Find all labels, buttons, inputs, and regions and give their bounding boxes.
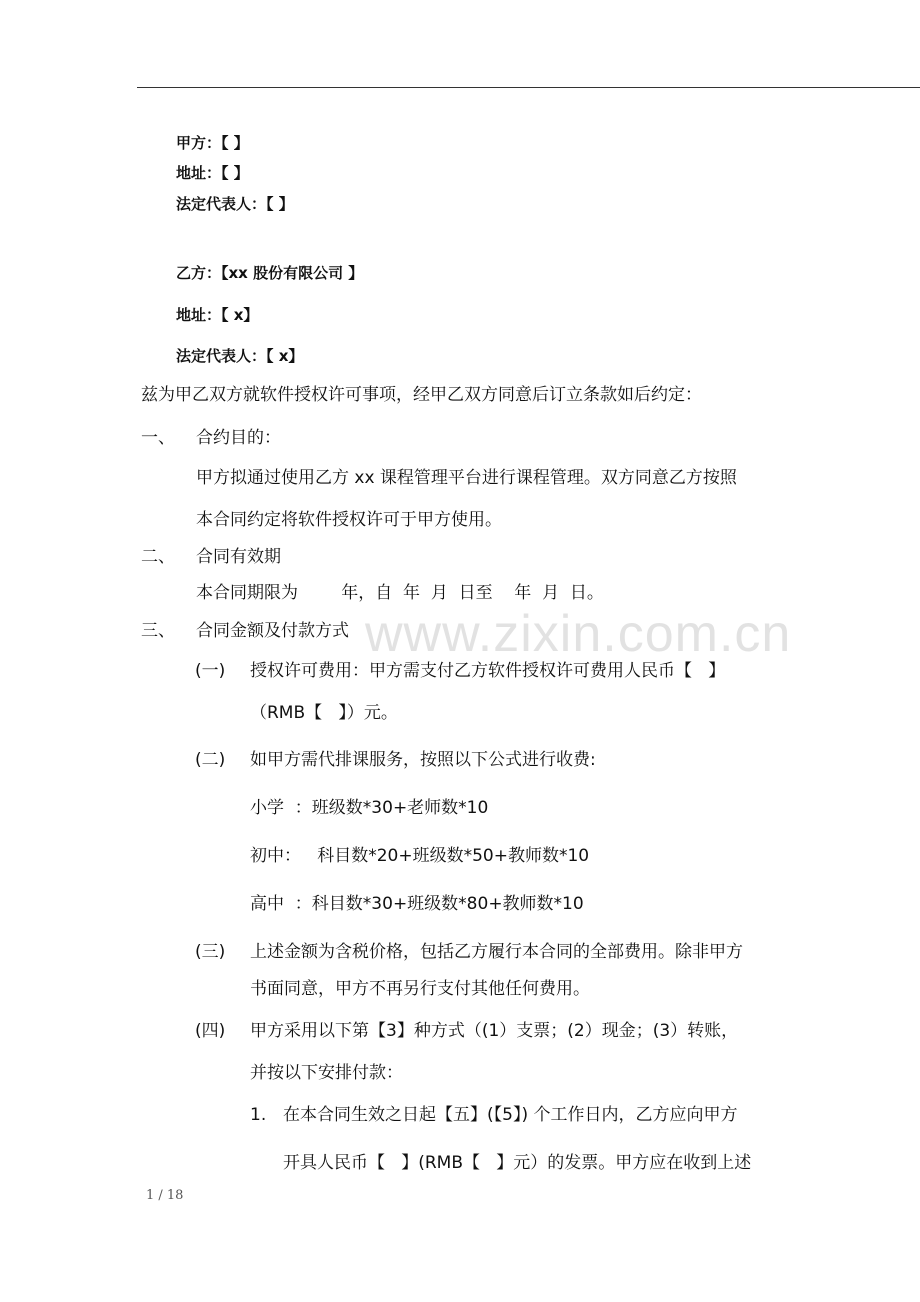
item-number: (二) [195,750,226,770]
subitem-line: 在本合同生效之日起【五】(【5】) 个工作日内，乙方应向甲方 [283,1105,738,1125]
item-line: 书面同意，甲方不再另行支付其他任何费用。 [250,979,590,999]
section-1-line: 甲方拟通过使用乙方 xx 课程管理平台进行课程管理。双方同意乙方按照 [196,468,737,488]
intro-paragraph: 兹为甲乙双方就软件授权许可事项，经甲乙双方同意后订立条款如后约定： [141,385,702,405]
party-a-address: 地址：【 】 [176,164,249,182]
section-3-title: 合同金额及付款方式 [196,621,349,641]
item-line: 如甲方需代排课服务，按照以下公式进行收费: [250,750,596,770]
party-a-name: 甲方：【 】 [176,134,249,152]
formula-primary: 小学 ：班级数*30+老师数*10 [250,798,489,818]
item-line: 甲方采用以下第【3】种方式（(1）支票；(2）现金；(3）转账， [250,1021,739,1041]
section-2-title: 合同有效期 [196,547,281,567]
party-b-representative: 法定代表人：【 x】 [176,347,304,365]
section-1-line: 本合同约定将软件授权许可于甲方使用。 [196,510,502,530]
section-3-number: 三、 [141,621,175,641]
party-a-representative: 法定代表人：【 】 [176,195,294,213]
item-number: (一) [195,661,226,681]
item-line: 并按以下安排付款： [250,1063,403,1083]
party-b-name: 乙方：【xx 股份有限公司 】 [176,264,364,282]
item-number: (四) [195,1021,226,1041]
item-line: （RMB【 】）元。 [250,703,398,723]
formula-junior: 初中： 科目数*20+班级数*50+教师数*10 [250,846,590,866]
watermark: www.zixin.com.cn [365,605,792,663]
section-2-line: 本合同期限为 年，自 年 月 日至 年 月 日。 [196,583,604,603]
subitem-line: 开具人民币【 】(RMB【 】元）的发票。甲方应在收到上述 [283,1153,752,1173]
formula-senior: 高中 ：科目数*30+班级数*80+教师数*10 [250,894,584,914]
party-b-address: 地址：【 x】 [176,306,259,324]
section-1-title: 合约目的： [196,428,281,448]
page-number: 1 / 18 [146,1188,184,1203]
item-line: 授权许可费用：甲方需支付乙方软件授权许可费用人民币【 】 [250,661,726,681]
section-1-number: 一、 [141,428,175,448]
subitem-number: 1. [250,1105,267,1125]
header-rule [137,87,920,88]
section-2-number: 二、 [141,547,175,567]
item-number: (三) [195,942,226,962]
item-line: 上述金额为含税价格，包括乙方履行本合同的全部费用。除非甲方 [250,942,743,962]
